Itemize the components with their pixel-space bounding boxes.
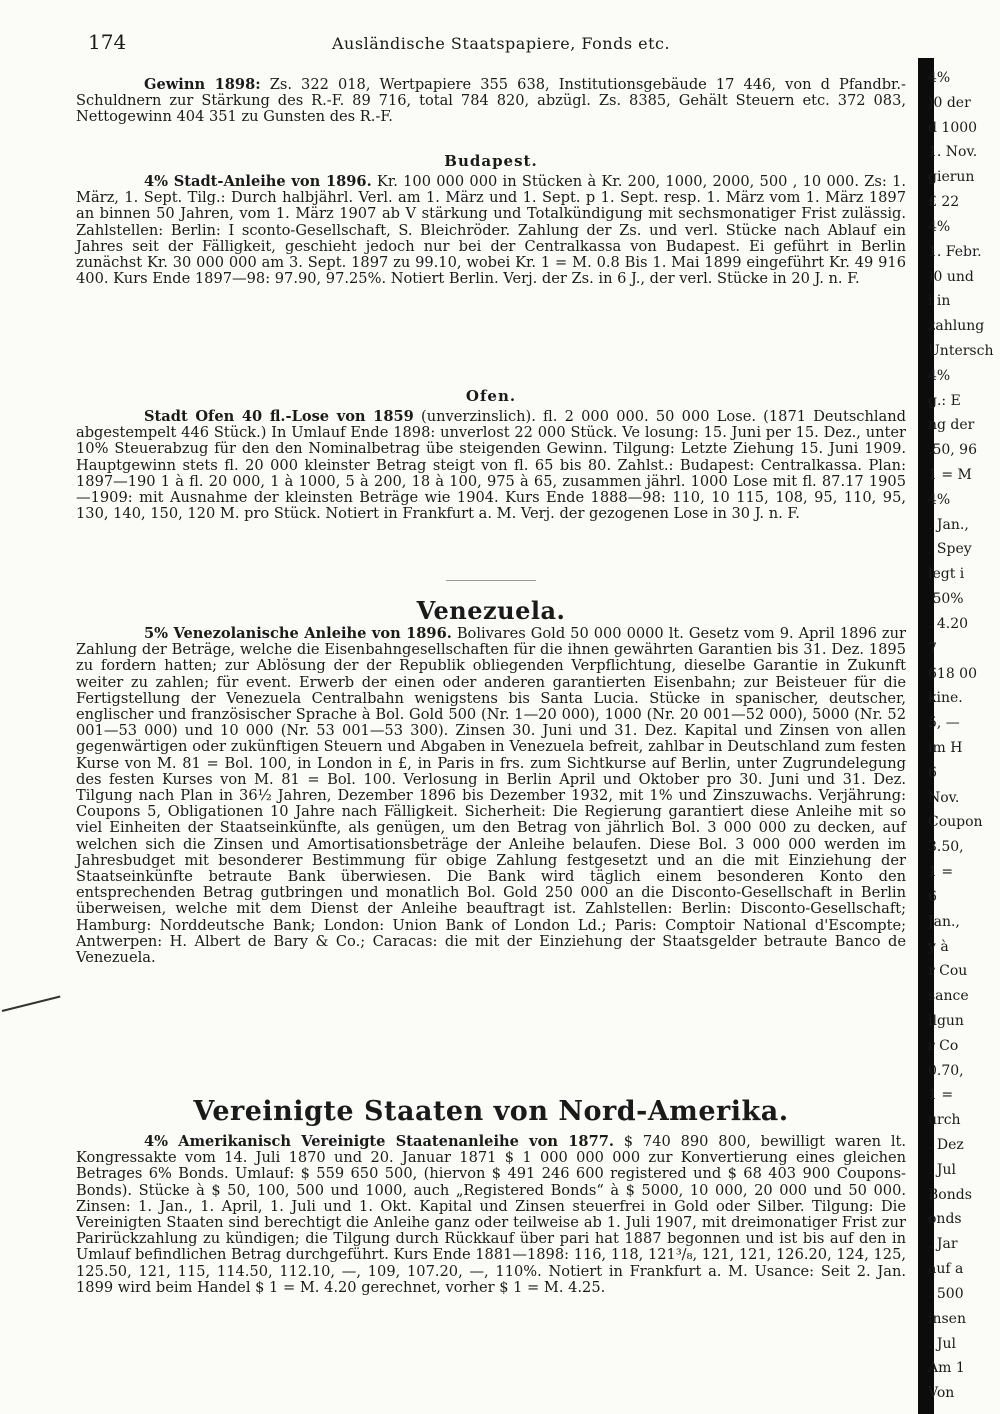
adjacent-page-line: .50, 96 <box>928 442 977 458</box>
adjacent-page-line: 4% <box>928 492 951 508</box>
ofen-heading: Ofen. <box>465 387 517 405</box>
ofen-lead: Stadt Ofen 40 fl.-Lose von 1859 <box>144 408 414 425</box>
adjacent-page-line: gierun <box>928 169 975 185</box>
adjacent-page-line: legt i <box>928 566 965 582</box>
adjacent-page-line: . 4.20 <box>928 616 969 632</box>
adjacent-page-line: 1. Febr. <box>928 244 982 260</box>
adjacent-page-line: auf a <box>928 1261 964 1277</box>
page-number: 174 <box>88 30 127 54</box>
adjacent-page-line: i in <box>928 293 951 309</box>
adjacent-page-line: 4% <box>928 70 951 86</box>
adjacent-page-line: ilgun <box>928 1013 964 1029</box>
adjacent-page-line: . Jar <box>928 1236 958 1252</box>
adjacent-page-line: .50% <box>928 591 964 607</box>
adjacent-page-line: 7 <box>928 641 937 657</box>
adjacent-page-line: )0 der <box>928 95 971 111</box>
section-separator <box>446 580 536 581</box>
adjacent-page-line: sance <box>928 988 969 1004</box>
adjacent-page-line: . Jul <box>928 1162 957 1178</box>
adjacent-page-line: Bonds <box>928 1187 972 1203</box>
adjacent-page-line: d 1000 <box>928 120 978 136</box>
intro-paragraph <box>76 77 906 126</box>
adjacent-page-line: 3.50, <box>928 839 964 855</box>
adjacent-page-line: kine. <box>928 690 963 706</box>
venezuela-entry <box>76 626 906 966</box>
adjacent-page-line: ng der <box>928 417 975 433</box>
adjacent-page-line: Jan., <box>928 914 960 930</box>
adjacent-page-line: 1 = M <box>928 467 972 483</box>
adjacent-page-line: 5, — <box>928 715 960 731</box>
usa-text: $ 740 890 800, bewilligt waren lt. Kongressakte vom 14. Juli 1870 und 20. Januar 1871 $ 1 000 000 000 zur Konvertierung eines gleichen Betrages 6% Bonds. Umlauf: $ 559 650 500, (hiervon $ 491 246 600 registered und $ 68 403 900 Coupons-Bonds). Stücke à $ 50, 100, 500 und 1000, auch „Registered Bonds“ à $ 5000, 10 000, 20 000 und 50 000. Zinsen: 1. Jan., 1. April, 1. Juli und 1. Okt. Kapital und Zinsen steuerfrei in Gold oder Silber. Tilgung: Die Vereinigten Staaten sind berechtigt die Anleihe ganz oder teilweise ab 1. Juli 1907, mit dreimonatiger Frist zur Parirückzahlung zu kündigen; die Tilgung durch Rückkauf über pari hat 1887 begonnen und ist bis auf den in Umlauf befindlichen Betrag durchgeführt. Kurs Ende 1881—1898: 116, 118, 121³/₈, 121, 121, 126.20, 124, 125, 125.50, 121, 115, 114.50, 112.10, —, 109, 107.20, —, 110%. Notiert in Frankfurt a. M. Usance: Seit 2. Jan. 1899 wird beim Handel $ 1 = M. 4.20 gerechnet, vorher $ 1 = M. 4.25. <box>76 1133 907 1296</box>
adjacent-page-line: 4% <box>928 368 951 384</box>
venezuela-lead: 5% Venezolanische Anleihe von 1896. <box>144 625 452 642</box>
adjacent-page-line: Coupon <box>928 814 983 830</box>
adjacent-page-line: y à <box>928 939 949 955</box>
adjacent-page-line: 1. Nov. <box>928 144 978 160</box>
adjacent-page-line: onds <box>928 1211 962 1227</box>
adjacent-page-line: Untersch <box>928 343 994 359</box>
adjacent-page-line: . Jul <box>928 1336 957 1352</box>
usa-heading: Vereinigte Staaten von Nord-Amerika. <box>193 1096 789 1127</box>
adjacent-page-line: . Jan., <box>928 517 969 533</box>
adjacent-page-fragment <box>928 60 1000 1414</box>
adjacent-page-line: Nov. <box>928 790 960 806</box>
adjacent-page-line: Am 1 <box>928 1360 965 1376</box>
ofen-text: (unverzinslich). fl. 2 000 000. 50 000 Lose. (1871 Deutschland abgestempelt 446 Stück.) In Umlauf Ende 1898: unverlost 22 000 Stück. Ve losung: 15. Juni per 15. Dez., unter 10% Steuerabzug für den den Nominalbetrag übe steigenden Gewinn. Tilgung: Letzte Ziehung 15. Juni 1909. Hauptgewinn stets fl. 20 000 kleinster Betrag steigt von fl. 65 bis 80. Zahlst.: Budapest: Centralkassa. Plan: 1897—190 1 à fl. 20 000, 1 à 1000, 5 à 200, 18 à 100, 975 à 65, zusammen jährl. 1000 Lose mit fl. 87.17 1905—1909: mit Ausnahme der kleinsten Beträge wie 1904. Kurs Ende 1888—98: 110, 10 115, 108, 95, 110, 95, 130, 140, 150, 120 M. pro Stück. Notiert in Frankfurt a. M. Verj. der gezogenen Lose in 30 J. n. F. <box>76 408 906 523</box>
budapest-lead: 4% Stadt-Anleihe von 1896. <box>144 173 372 190</box>
margin-pointer-mark <box>2 996 61 1012</box>
adjacent-page-line: insen <box>928 1311 966 1327</box>
adjacent-page-line: 4% <box>928 219 951 235</box>
adjacent-page-line: 618 00 <box>928 666 977 682</box>
adjacent-page-line: g.: E <box>928 393 961 409</box>
adjacent-page-line: im H <box>928 740 963 756</box>
budapest-heading: Budapest. <box>444 152 538 170</box>
adjacent-page-line: Von <box>928 1385 955 1401</box>
adjacent-page-line: 6 <box>928 889 937 905</box>
ofen-entry <box>76 409 906 522</box>
usa-entry <box>76 1134 906 1296</box>
budapest-entry <box>76 174 906 287</box>
adjacent-page-line: . Spey <box>928 541 972 557</box>
adjacent-page-line: r Cou <box>928 963 968 979</box>
venezuela-heading: Venezuela. <box>416 596 566 625</box>
adjacent-page-line: 6 <box>928 765 937 781</box>
budapest-text: Kr. 100 000 000 in Stücken à Kr. 200, 1000, 2000, 500 , 10 000. Zs: 1. März, 1. Sept. Tilg.: Durch halbjährl. Verl. am 1. März und 1. Sept. p 1. Sept. resp. 1. März vom 1. März 1897 an binnen 50 Jahren, vom 1. März 1907 ab V stärkung und Totalkündigung mit sechsmonatiger Frist zulässig. Zahlstellen: Berlin: I sconto-Gesellschaft, S. Bleichröder. Zahlung der Zs. und verl. Stücke nach Ablauf ein Jahres seit der Fälligkeit, geschieht jedoch nur bei der Centralkassa von Budapest. Ei geführt in Berlin zunächst Kr. 30 000 000 am 3. Sept. 1897 zu 99.10, wobei Kr. 1 = M. 0.8 Bis 1. Mai 1899 eingeführt Kr. 49 916 400. Kurs Ende 1897—98: 97.90, 97.25%. Notiert Berlin. Verj. der Zs. in 6 J., der verl. Stücke in 20 J. n. F. <box>76 173 906 288</box>
intro-lead: Gewinn 1898: <box>144 76 261 93</box>
adjacent-page-line: )0 und <box>928 269 974 285</box>
adjacent-page-line: urch <box>928 1112 961 1128</box>
running-title: Ausländische Staatspapiere, Fonds etc. <box>332 34 671 53</box>
venezuela-text: Bolivares Gold 50 000 0000 lt. Gesetz vom 9. April 1896 zur Zahlung der Beträge, welche die Eisenbahngesellschaften für die ihnen gewährten Garantien bis 31. Dez. 1895 zu fordern hatten; zur Ablösung der der Republik obliegenden Verpflichtung, dieselbe Garantie in Zukunft weiter zu zahlen; für event. Erwerb der einen oder anderen garantierten Eisenbahn; zur Beisteuer für die Fertigstellung der Venezuela Centralbahn wenigstens bis Santa Lucia. Stücke in spanischer, deutscher, englischer und französischer Sprache à Bol. Gold 500 (Nr. 1—20 000), 1000 (Nr. 20 001—52 000), 5000 (Nr. 52 001—53 000) und 10 000 (Nr. 53 001—53 300). Zinsen 30. Juni und 31. Dez. Kapital und Zinsen von allen gegenwärtigen oder zukünftigen Steuern und Abgaben in Venezuela befreit, zahlbar in Deutschland zum festen Kurse von M. 81 = Bol. 100, in London in £, in Paris in frs. zum Sichtkurse auf Berlin, unter Zugrundelegung des festen Kurses von M. 81 = Bol. 100. Verlosung in Berlin April und Oktober pro 30. Juni und 31. Dez. Tilgung nach Plan in 36½ Jahren, Dezember 1896 bis Dezember 1932, mit 1% und Zinszuwachs. Verjährung: Coupons 5, Obligationen 10 Jahre nach Fälligkeit. Sicherheit: Die Regierung garantiert diese Anleihe mit so viel Einheiten der Staatseinkünfte, als genügen, um den Betrag von jährlich Bol. 3 000 000 zu decken, auf welchen sich die Zinsen und Amortisationsbeträge der Anleihe belaufen. Diese Bol. 3 000 000 werden im Jahresbudget mit besonderer Bestimmung für obige Zahlung festgesetzt und an die mit Einziehung der Staatseinkünfte betraute Bank überwiesen. Die Bank wird täglich einem besonderen Konto den entsprechenden Betrag gutbringen und monatlich Bol. Gold 250 000 an die Disconto-Gesellschaft in Berlin überweisen, welche mit dem Dienst der Anleihe beauftragt ist. Zahlstellen: Berlin: Disconto-Gesellschaft; Hamburg: Norddeutsche Bank; London: Union Bank of London Ld.; Paris: Comptoir National d'Escompte; Antwerpen: H. Albert de Bary & Co.; Caracas: die mit der Einziehung der Staatsgelder betraute Banco de Venezuela. <box>76 625 906 967</box>
adjacent-page-line: . Dez <box>928 1137 964 1153</box>
usa-lead: 4% Amerikanisch Vereinigte Staatenanleihe von 1877. <box>144 1133 614 1150</box>
adjacent-page-line: r Co <box>928 1038 959 1054</box>
adjacent-page-line: 1 = <box>928 1087 954 1103</box>
page-header <box>76 30 906 54</box>
adjacent-page-line: zahlung <box>928 318 985 334</box>
intro-text: Zs. 322 018, Wertpapiere 355 638, Institutionsgebäude 17 446, von d Pfandbr.-Schuldnern zur Stärkung des R.-F. 89 716, total 784 820, abzügl. Zs. 8385, Gehält Steuern etc. 372 083, Nettogewinn 404 351 zu Gunsten des R.-F. <box>76 76 906 126</box>
adjacent-page-line: 1 = <box>928 864 954 880</box>
adjacent-page-line: . 500 <box>928 1286 964 1302</box>
adjacent-page-line: £ 22 <box>928 194 960 210</box>
adjacent-page-line: 0.70, <box>928 1063 964 1079</box>
